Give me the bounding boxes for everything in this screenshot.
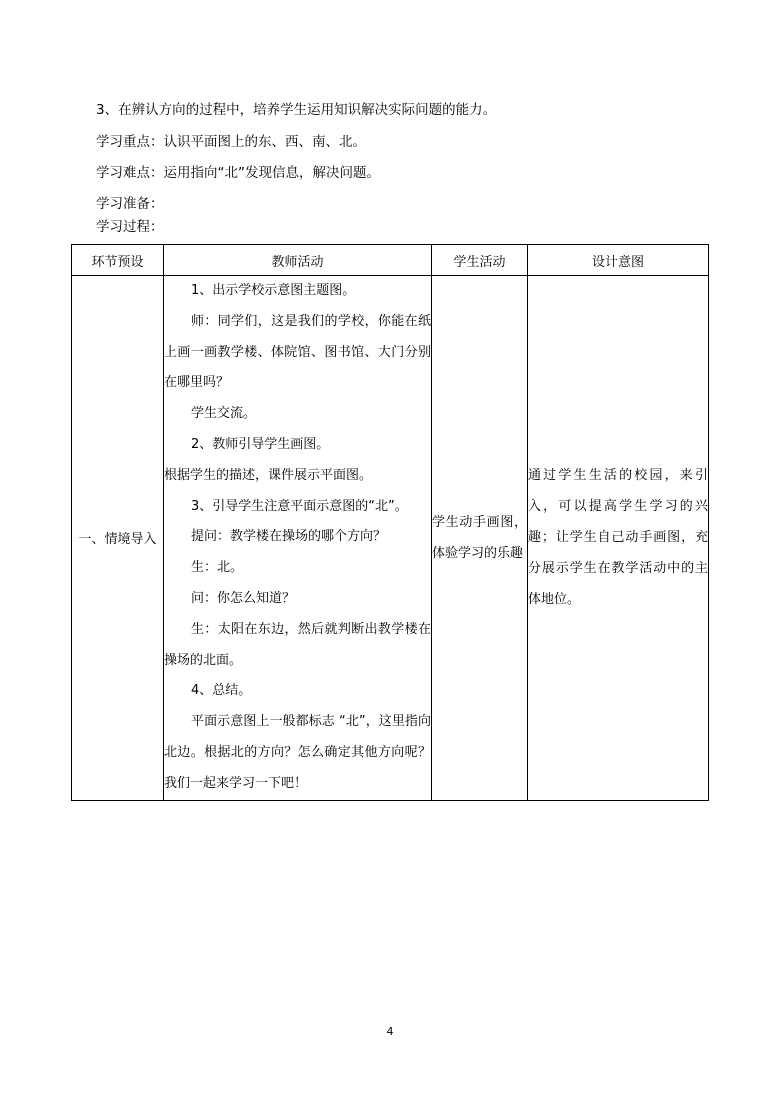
header-student-activity: 学生活动 (432, 245, 528, 276)
stage-cell: 一、情境导入 (72, 276, 164, 801)
teacher-step: 3、引导学生注意平面示意图的“北”。 (191, 498, 408, 514)
key-point: 学习重点：认识平面图上的东、西、南、北。 (96, 134, 366, 150)
teacher-step: 问：你怎么知道？ (191, 590, 296, 606)
preparation-label: 学习准备： (96, 196, 164, 212)
teacher-step: 学生交流。 (191, 406, 257, 422)
header-stage: 环节预设 (72, 245, 164, 276)
teacher-step: 生：太阳在东边，然后就判断出教学楼在操场的北面。 (164, 621, 431, 668)
teacher-step: 4、总结。 (191, 683, 252, 699)
process-label: 学习过程： (96, 219, 164, 235)
header-teacher-activity: 教师活动 (164, 245, 432, 276)
teacher-step: 1、出示学校示意图主题图。 (191, 283, 356, 298)
table-row (72, 276, 709, 801)
design-intent-cell: 通过学生生活的校园，来引入，可以提高学生学习的兴趣；让学生自己动手画图，充分展示学生在教学活动中的主体地位。 (528, 276, 709, 801)
teacher-step: 提问：教学楼在操场的哪个方向？ (191, 529, 387, 545)
student-activity-cell: 学生动手画图，体验学习的乐趣 (432, 276, 528, 801)
objective-3: 3、在辨认方向的过程中，培养学生运用知识解决实际问题的能力。 (96, 102, 497, 118)
teacher-step: 根据学生的描述，课件展示平面图。 (164, 467, 373, 483)
table-header-row (72, 245, 709, 276)
teacher-step: 平面示意图上一般都标志 “北”，这里指向北边。根据北的方向？怎么确定其他方向呢？我们一起来学习一下吧！ (164, 714, 431, 791)
difficult-point: 学习难点：运用指向“北”发现信息，解决问题。 (96, 165, 380, 181)
teacher-step: 生：北。 (191, 560, 244, 576)
teacher-step: 师：同学们，这是我们的学校，你能在纸上画一画教学楼、体院馆、图书馆、大门分别在哪里吗？ (164, 313, 431, 391)
header-design-intent: 设计意图 (528, 245, 709, 276)
teacher-step: 2、教师引导学生画图。 (191, 436, 330, 452)
teacher-activity-cell (164, 276, 432, 801)
lesson-plan-table (71, 244, 709, 801)
page-number: 4 (386, 1025, 394, 1038)
